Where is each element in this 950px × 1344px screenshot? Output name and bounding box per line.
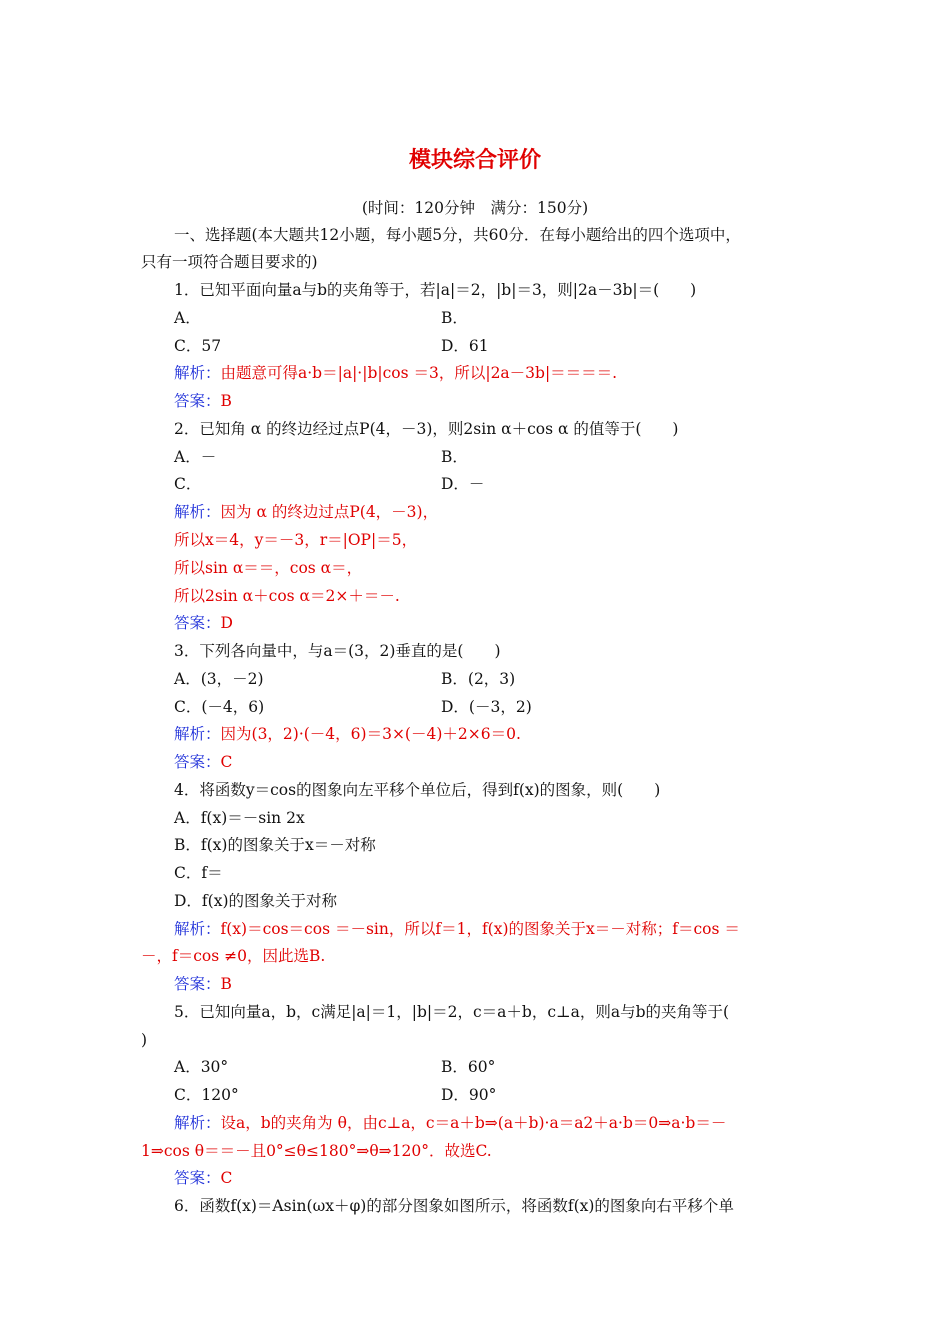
q1-option-b: B． <box>441 309 468 327</box>
q3-answer <box>174 752 844 772</box>
exam-info: (时间：120分钟 满分：150分) <box>361 199 589 217</box>
q3-option-d: D．(－3，2) <box>441 698 532 716</box>
q5-stem-cont: ) <box>141 1031 148 1049</box>
q2-solution-line: 所以sin α＝＝，cos α＝， <box>174 559 363 577</box>
q2-solution-line: 所以2sin α＋cos α＝2×＋＝－. <box>174 587 400 605</box>
q4-option-b: B．f(x)的图象关于x＝－对称 <box>174 836 376 854</box>
q2-option-a: A．－ <box>174 448 217 466</box>
page-title: 模块综合评价 <box>408 147 541 173</box>
solution-label: 解析： <box>174 725 221 743</box>
solution-text: f(x)＝cos＝cos ＝－sin，所以f＝1，f(x)的图象关于x＝－对称；f＝cos ＝ <box>220 920 740 938</box>
q2-option-b: B． <box>441 448 468 466</box>
answer-label: 答案： <box>174 975 221 993</box>
q2-answer <box>174 613 844 633</box>
q2-option-c: C． <box>174 475 202 493</box>
q4-option-a: A．f(x)＝－sin 2x <box>174 809 305 827</box>
q4-answer <box>174 974 844 994</box>
q4-option-c: C．f＝ <box>174 864 223 882</box>
section-heading-cont: 只有一项符合题目要求的) <box>141 253 318 271</box>
answer-label: 答案： <box>174 1169 221 1187</box>
q5-answer <box>174 1168 844 1188</box>
q3-option-c: C．(－4，6) <box>174 698 265 716</box>
q4-solution <box>174 919 844 939</box>
q4-option-d: D．f(x)的图象关于对称 <box>174 892 338 910</box>
q1-option-a: A． <box>174 309 201 327</box>
q3-stem: 3．下列各向量中，与a＝(3，2)垂直的是( ) <box>174 642 501 660</box>
solution-label: 解析： <box>174 1114 221 1132</box>
answer-label: 答案： <box>174 614 221 632</box>
q2-stem: 2．已知角 α 的终边经过点P(4，－3)，则2sin α＋cos α 的值等于( ) <box>174 420 679 438</box>
answer-label: 答案： <box>174 753 221 771</box>
q4-stem: 4．将函数y＝cos的图象向左平移个单位后，得到f(x)的图象，则( ) <box>174 781 661 799</box>
solution-label: 解析： <box>174 503 221 521</box>
solution-label: 解析： <box>174 920 221 938</box>
q4-solution-cont: －，f＝cos ≠0，因此选B. <box>141 947 326 965</box>
q2-solution <box>174 502 844 522</box>
q5-option-b: B．60° <box>441 1058 496 1076</box>
answer-value: C <box>220 1169 233 1187</box>
solution-text: 因为 α 的终边过点P(4，－3)， <box>220 503 439 521</box>
answer-value: B <box>220 392 232 410</box>
q2-option-d: D．－ <box>441 475 485 493</box>
q5-solution-cont: 1⇒cos θ＝＝－且0°≤θ≤180°⇒θ⇒120°．故选C. <box>141 1142 492 1160</box>
q5-solution <box>174 1113 844 1133</box>
solution-label: 解析： <box>174 364 221 382</box>
q3-option-b: B．(2，3) <box>441 670 516 688</box>
q1-answer <box>174 391 844 411</box>
solution-text: 因为(3，2)·(－4，6)＝3×(－4)＋2×6＝0. <box>220 725 521 743</box>
q5-option-c: C．120° <box>174 1086 239 1104</box>
q5-option-a: A．30° <box>174 1058 229 1076</box>
answer-value: C <box>220 753 233 771</box>
q5-option-d: D．90° <box>441 1086 497 1104</box>
q1-option-d: D．61 <box>441 337 489 355</box>
q5-stem: 5．已知向量a，b，c满足|a|＝1，|b|＝2，c＝a＋b，c⊥a，则a与b的夹角等于( <box>174 1003 730 1021</box>
q1-solution <box>174 363 844 383</box>
q2-solution-line: 所以x＝4，y＝－3，r＝|OP|＝5， <box>174 531 418 549</box>
section-heading: 一、选择题(本大题共12小题，每小题5分，共60分．在每小题给出的四个选项中， <box>174 226 741 244</box>
q6-stem: 6．函数f(x)＝Asin(ωx＋φ)的部分图象如图所示，将函数f(x)的图象向右平移个单 <box>174 1197 734 1215</box>
answer-value: D <box>220 614 233 632</box>
q1-option-c: C．57 <box>174 337 222 355</box>
answer-value: B <box>220 975 232 993</box>
answer-label: 答案： <box>174 392 221 410</box>
q3-option-a: A．(3，－2) <box>174 670 264 688</box>
solution-text: 设a，b的夹角为 θ，由c⊥a，c＝a＋b⇒(a＋b)·a＝a2＋a·b＝0⇒a·b＝－ <box>220 1114 727 1132</box>
solution-text: 由题意可得a·b＝|a|·|b|cos ＝3，所以|2a－3b|＝＝＝＝. <box>220 364 618 382</box>
q3-solution <box>174 724 844 744</box>
q1-stem: 1．已知平面向量a与b的夹角等于，若|a|＝2，|b|＝3，则|2a－3b|＝( ) <box>174 281 697 299</box>
